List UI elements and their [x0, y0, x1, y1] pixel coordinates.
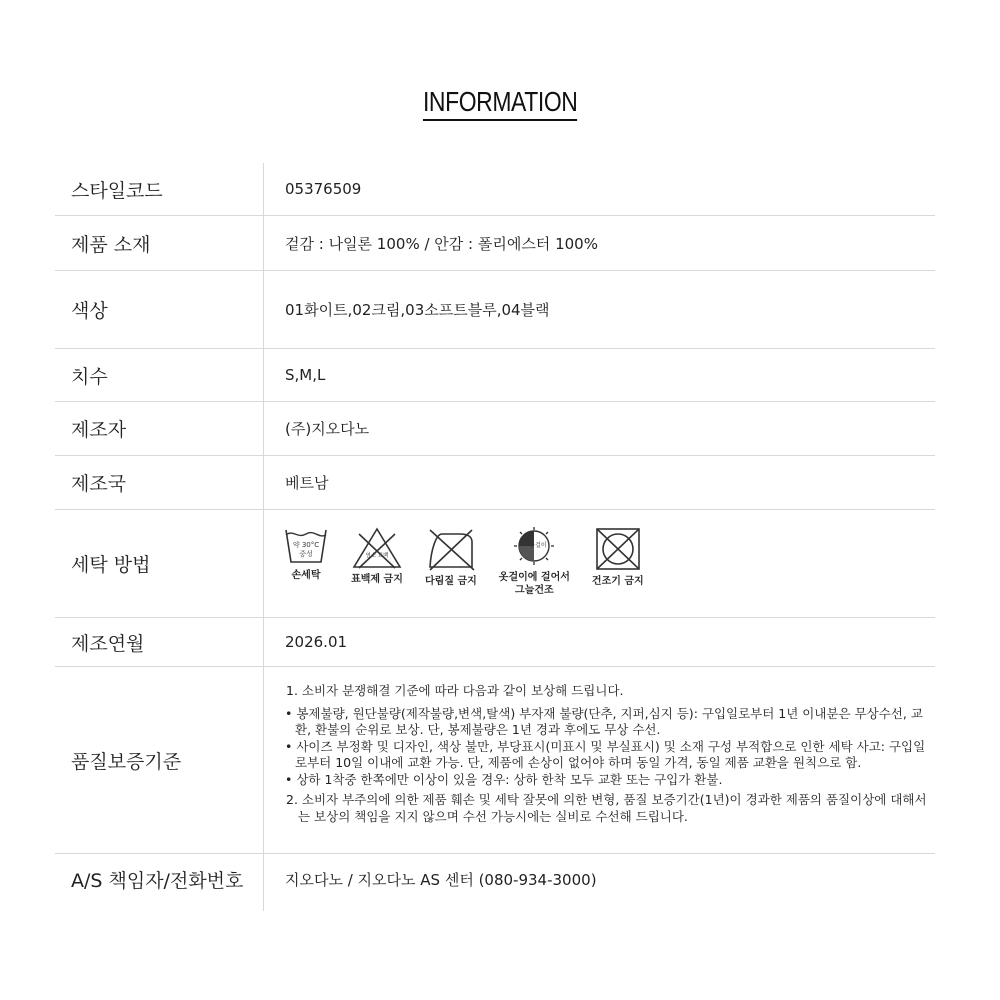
row-value: 겉감 : 나일론 100% / 안감 : 폴리에스터 100% — [285, 234, 598, 253]
hand-wash-sub: 중성 — [299, 550, 313, 558]
row-label: 제조자 — [71, 419, 127, 441]
no-iron-item — [425, 526, 477, 588]
hang-dry-caption-line1: 옷걸이에 걸어서 — [498, 572, 570, 583]
no-bleach-caption: 표백제 금지 — [351, 574, 403, 585]
row-label: A/S 책임자/전화번호 — [71, 869, 244, 892]
quality-item: 1. 소비자 분쟁해결 기준에 따라 다음과 같이 보상해 드립니다. — [286, 683, 624, 698]
no-iron-icon — [426, 526, 476, 572]
hand-wash-icon — [283, 526, 329, 566]
page-title: INFORMATION — [0, 86, 1000, 121]
row-after-service — [55, 854, 935, 904]
row-country — [55, 456, 935, 510]
hand-wash-temp: 약 30°C — [292, 541, 320, 549]
quality-item: • 상하 1착중 한쪽에만 이상이 있을 경우: 상하 한착 모두 교환 또는 구입가 환불. — [285, 771, 723, 787]
quality-item: 2. 소비자 부주의에 의한 제품 훼손 및 세탁 잘못에 의한 변형, 품질 보증기간(1년)이 경과한 제품의 품질이상에 대해서는 보상의 책임을 지지 않으며 수선 가능시에는 실비로 수선해 드립니다. — [286, 792, 927, 824]
row-value: 베트남 — [285, 474, 329, 492]
hang-dry-item — [499, 526, 570, 597]
hang-dry-inner-label: 옷걸이 — [529, 542, 548, 549]
row-value: 01화이트,02크림,03소프트블루,04블랙 — [285, 301, 550, 319]
row-manufacture-date — [55, 618, 935, 667]
row-value: 05376509 — [285, 180, 362, 198]
row-label: 세탁 방법 — [71, 554, 151, 576]
row-label: 제조연월 — [71, 632, 145, 655]
quality-warranty-text — [283, 683, 928, 825]
row-color — [55, 271, 935, 349]
row-wash — [55, 510, 935, 618]
quality-item: • 봉제불량, 원단불량(제작불량,변색,탈색) 부자재 불량(단추, 지퍼,심지 등): 구입일로부터 1년 이내분은 무상수선, 교환, 환불의 순위로 보상. 단, 봉제불량은 1년 경과 후에도 무상 수선. — [285, 705, 923, 737]
row-label: 색상 — [71, 300, 108, 322]
no-iron-caption: 다림질 금지 — [425, 576, 477, 587]
row-manufacturer — [55, 402, 935, 456]
row-label: 제품 소재 — [71, 233, 151, 256]
wash-icons — [283, 526, 666, 597]
row-label: 치수 — [71, 365, 108, 388]
row-material — [55, 216, 935, 271]
quality-item: • 사이즈 부정확 및 디자인, 색상 불만, 부당표시(미표시 및 부실표시) 및 소재 구성 부적합으로 인한 세탁 사고: 구입일로부터 10일 이내에 교환 가능. 단, 제품에 손상이 없어야 하며 동일 가격, 동일 제품 교환을 원칙으로 함. — [285, 738, 926, 770]
no-bleach-icon — [351, 526, 403, 570]
no-bleach-item — [351, 526, 403, 586]
row-value: (주)지오다노 — [285, 420, 370, 438]
row-value: S,M,L — [285, 366, 326, 384]
row-value: 지오다노 / 지오다노 AS 센터 (080-934-3000) — [285, 870, 597, 889]
hang-dry-icon — [512, 526, 556, 568]
no-tumble-dry-caption: 건조기 금지 — [591, 576, 644, 587]
row-value: 2026.01 — [285, 633, 348, 651]
hang-dry-caption — [499, 571, 570, 597]
row-style-code — [55, 163, 935, 216]
row-quality-warranty — [55, 667, 935, 854]
row-label: 스타일코드 — [71, 179, 163, 202]
hand-wash-caption: 손세탁 — [291, 570, 321, 581]
hang-dry-caption-line2: 그늘건조 — [515, 585, 554, 596]
no-bleach-inner-label: 염소 표백 — [365, 553, 389, 559]
no-tumble-dry-item — [592, 526, 644, 588]
no-tumble-dry-icon — [594, 526, 642, 572]
row-size — [55, 349, 935, 402]
row-label: 제조국 — [71, 473, 127, 495]
hand-wash-item — [283, 526, 329, 582]
row-label: 품질보증기준 — [71, 750, 182, 773]
